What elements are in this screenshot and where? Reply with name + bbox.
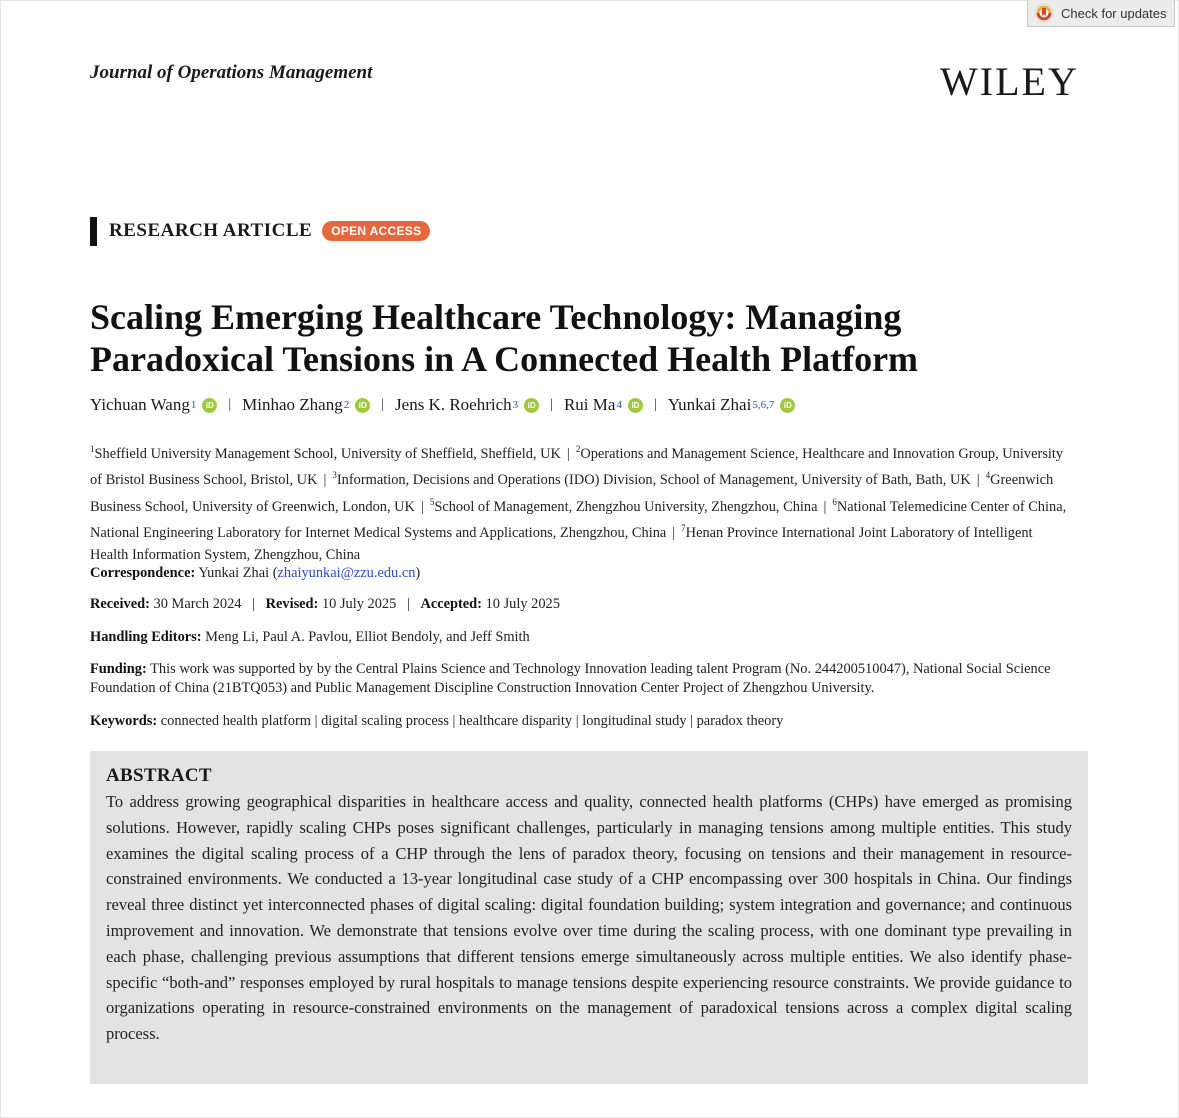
orcid-icon[interactable]: iD — [355, 398, 370, 413]
correspondence-email-link[interactable]: zhaiyunkai@zzu.edu.cn — [277, 565, 416, 581]
open-access-badge: OPEN ACCESS — [322, 221, 430, 241]
author-item[interactable] — [668, 395, 796, 415]
keywords-label: Keywords: — [90, 713, 158, 729]
author-name[interactable]: Jens K. Roehrich — [395, 395, 512, 414]
correspondence-name: Yunkai Zhai — [198, 565, 270, 581]
affiliation-number: 7 — [681, 523, 686, 534]
author-separator: | — [228, 397, 232, 412]
affiliation-separator: | — [672, 524, 676, 541]
affiliation-text: School of Management, Zhengzhou University, Zhengzhou, China — [434, 498, 818, 515]
funding-value: This work was supported by by the Central Plains Science and Technology Innovation leading talent Program (No. 244200510047), National Social Science Foundation of China (21BTQ053) and Public Management Discipline Construction Innovation Center Project of Zhengzhou University. — [90, 661, 1051, 696]
author-affiliation-ref[interactable]: 4 — [616, 399, 622, 411]
correspondence-label: Correspondence: — [90, 565, 196, 581]
accepted-date: 10 July 2025 — [485, 596, 560, 612]
affiliation-number: 5 — [429, 496, 435, 507]
publisher-logo[interactable]: WILEY — [940, 59, 1079, 104]
correspondence-line: Correspondence: Yunkai Zhai (zhaiyunkai@zzu.edu.cn) — [90, 565, 421, 581]
author-affiliation-ref[interactable]: 1 — [190, 399, 197, 411]
keywords-value: connected health platform | digital scaling process | healthcare disparity | longitudinal study | paradox theory — [160, 713, 784, 729]
author-item[interactable] — [564, 395, 643, 415]
funding-label: Funding: — [90, 661, 147, 677]
affiliation-separator: | — [566, 445, 570, 462]
author-affiliation-ref[interactable]: 5,6,7 — [752, 399, 775, 411]
orcid-icon[interactable]: iD — [780, 398, 795, 413]
affiliation-text: National Telemedicine Center of China, National Engineering Laboratory for Internet Medical Systems and Applications, Zhengzhou, China — [90, 498, 1067, 541]
orcid-icon[interactable]: iD — [628, 398, 643, 413]
author-item[interactable] — [242, 395, 370, 415]
author-item[interactable] — [90, 395, 217, 415]
affiliation-text: Greenwich Business School, University of Greenwich, London, UK — [90, 472, 1054, 515]
affiliation-separator: | — [976, 472, 980, 489]
abstract-box — [90, 751, 1088, 1084]
affiliation-text: Sheffield University Management School, University of Sheffield, Sheffield, UK — [94, 445, 561, 462]
abstract-text: To address growing geographical disparities in healthcare access and quality, connected health platforms (CHPs) have emerged as promising solutions. However, rapidly scaling CHPs poses significant challenges, particularly in managing tensions among multiple entities. This study examines the digital scaling process of a CHP through the lens of paradox theory, focusing on tensions and their management in resource-constrained environments. We conducted a 13-year longitudinal case study of a CHP encompassing over 300 hospitals in China. Our findings reveal three distinct yet interconnected phases of digital scaling: digital foundation building; system integration and governance; and continuous improvement and innovation. We demonstrate that tensions evolve over time during the scaling process, with one dominant type prevailing in each phase, challenging previous assumptions that different tensions emerge simultaneously across multiple entities. We also identify phase-specific “both-and” responses employed by rural hospitals to manage tensions despite experiencing resource constraints. We provide guidance to organizations operating in resource-constrained environments on the management of paradoxical tensions across a complex digital scaling process. — [106, 792, 1072, 1044]
author-list — [90, 395, 795, 415]
date-separator: | — [406, 596, 410, 612]
author-separator: | — [381, 397, 385, 412]
affiliation-number: 4 — [985, 470, 991, 481]
editors-line — [90, 629, 530, 646]
keywords-line — [90, 713, 783, 730]
affiliation-text: Information, Decisions and Operations (IDO) Division, School of Management, University of Bath, Bath, UK — [336, 472, 971, 489]
affiliation-text: Operations and Management Science, Healthcare and Innovation Group, University of Bristol Business School, Bristol, UK — [90, 445, 1064, 489]
received-date: 30 March 2024 — [153, 596, 242, 612]
author-affiliation-ref[interactable]: 3 — [512, 399, 519, 411]
author-separator: | — [653, 397, 657, 412]
affiliation-number: 3 — [332, 470, 337, 481]
affiliations — [90, 439, 1070, 566]
author-affiliation-ref[interactable]: 2 — [343, 399, 350, 411]
article-type-bar — [90, 217, 97, 246]
funding-line — [90, 660, 1070, 698]
journal-name[interactable]: Journal of Operations Management — [90, 62, 373, 83]
date-separator: | — [252, 596, 255, 612]
affiliation-number: 1 — [90, 444, 95, 454]
editors-label: Handling Editors: — [90, 629, 202, 645]
editors-value: Meng Li, Paul A. Pavlou, Elliot Bendoly, and Jeff Smith — [205, 629, 530, 645]
article-type-label: RESEARCH ARTICLE — [109, 220, 313, 241]
author-separator: | — [550, 397, 553, 412]
affiliation-separator: | — [323, 472, 327, 489]
received-label: Received: — [90, 596, 150, 612]
affiliation-separator: | — [823, 498, 827, 515]
orcid-icon[interactable]: iD — [524, 398, 539, 413]
author-name[interactable]: Yunkai Zhai — [667, 395, 752, 414]
author-name[interactable]: Rui Ma — [563, 395, 616, 414]
accepted-label: Accepted: — [420, 596, 482, 612]
article-type-row — [90, 216, 430, 246]
orcid-icon[interactable]: iD — [202, 398, 217, 413]
affiliation-number: 2 — [575, 444, 581, 454]
affiliation-separator: | — [420, 498, 424, 515]
abstract-heading: ABSTRACT — [106, 765, 212, 786]
dates-line — [90, 596, 560, 613]
check-for-updates-button[interactable] — [1027, 0, 1175, 27]
check-for-updates-icon — [1034, 3, 1054, 23]
check-for-updates-label: Check for updates — [1061, 5, 1167, 21]
affiliation-text: Henan Province International Joint Laboratory of Intelligent Health Information System, Zhengzhou, China — [90, 524, 1033, 563]
revised-date: 10 July 2025 — [321, 596, 397, 612]
author-name[interactable]: Minhao Zhang — [242, 395, 343, 414]
article-title: Scaling Emerging Healthcare Technology: Managing Paradoxical Tensions in A Connected Health Platform — [90, 297, 919, 379]
revised-label: Revised: — [265, 596, 319, 612]
author-item[interactable] — [395, 395, 539, 415]
affiliation-number: 6 — [832, 496, 837, 507]
author-name[interactable]: Yichuan Wang — [90, 395, 190, 414]
